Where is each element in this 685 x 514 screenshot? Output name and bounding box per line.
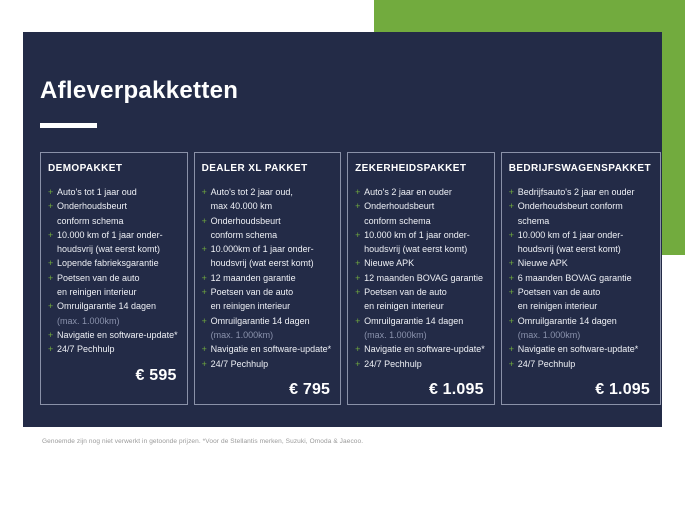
- feature-line: Omruilgarantie 14 dagen: [364, 315, 464, 326]
- feature-text: [211, 285, 294, 314]
- feature-line: Omruilgarantie 14 dagen: [517, 315, 617, 326]
- package-card: [40, 152, 188, 405]
- plus-bullet-icon: +: [508, 358, 514, 369]
- plus-bullet-icon: +: [355, 287, 361, 298]
- feature-line: houdsvrij (wat eerst komt): [210, 258, 314, 269]
- plus-bullet-icon: +: [355, 187, 361, 197]
- plus-bullet-icon: +: [201, 287, 207, 298]
- feature-item: [509, 357, 651, 371]
- plus-bullet-icon: +: [201, 244, 207, 255]
- feature-line: 24/7 Pechhulp: [210, 358, 269, 369]
- feature-line: Navigatie en software-update*: [57, 329, 178, 340]
- feature-line: 24/7 Pechhulp: [364, 358, 422, 369]
- plus-bullet-icon: +: [48, 329, 54, 340]
- plus-bullet-icon: +: [355, 358, 361, 369]
- feature-item: [48, 199, 178, 228]
- feature-line: 10.000 km of 1 jaar onder-: [517, 229, 624, 240]
- feature-line: en reinigen interieur: [364, 301, 444, 312]
- plus-bullet-icon: +: [201, 272, 207, 283]
- plus-bullet-icon: +: [48, 229, 54, 240]
- plus-bullet-icon: +: [508, 187, 514, 197]
- feature-item: [202, 314, 332, 343]
- feature-line: 10.000 km of 1 jaar onder-: [57, 229, 163, 240]
- page-title: Afleverpakketten: [40, 77, 239, 104]
- feature-line: 10.000km of 1 jaar onder-: [210, 244, 314, 255]
- feature-text: [211, 314, 310, 343]
- package-feature-list: [509, 185, 651, 371]
- feature-item: [355, 285, 485, 314]
- feature-text: [364, 228, 470, 257]
- feature-text: [57, 256, 159, 270]
- feature-item: [355, 271, 485, 285]
- feature-text: [518, 199, 623, 228]
- feature-line: Omruilgarantie 14 dagen: [210, 315, 310, 326]
- feature-line: Omruilgarantie 14 dagen: [57, 301, 157, 312]
- feature-text: [57, 271, 140, 300]
- feature-text: [57, 299, 156, 328]
- plus-bullet-icon: +: [48, 344, 54, 355]
- feature-line: Auto's tot 2 jaar oud,: [210, 187, 293, 197]
- feature-line: (max. 1.000km): [57, 315, 120, 326]
- feature-item: [48, 256, 178, 270]
- feature-line: 24/7 Pechhulp: [57, 344, 115, 355]
- package-price: € 1.095: [428, 380, 484, 398]
- feature-line: Poetsen van de auto: [210, 287, 294, 298]
- feature-text: [211, 185, 293, 214]
- plus-bullet-icon: +: [48, 201, 54, 212]
- feature-text: [518, 314, 617, 343]
- package-price: € 595: [135, 366, 177, 384]
- feature-item: [48, 185, 178, 199]
- feature-line: en reinigen interieur: [210, 301, 291, 312]
- plus-bullet-icon: +: [508, 272, 514, 283]
- feature-item: [355, 342, 485, 356]
- plus-bullet-icon: +: [201, 315, 207, 326]
- feature-item: [202, 214, 332, 243]
- feature-line: schema: [517, 215, 550, 226]
- plus-bullet-icon: +: [48, 258, 54, 269]
- feature-line: Navigatie en software-update*: [210, 344, 332, 355]
- feature-text: [518, 357, 576, 371]
- plus-bullet-icon: +: [508, 201, 514, 212]
- content-panel: [23, 32, 662, 427]
- package-title: ZEKERHEIDSPAKKET: [355, 163, 467, 174]
- plus-bullet-icon: +: [48, 301, 54, 312]
- feature-item: [509, 199, 651, 228]
- plus-bullet-icon: +: [508, 258, 514, 269]
- feature-line: houdsvrij (wat eerst komt): [364, 244, 468, 255]
- feature-item: [202, 357, 332, 371]
- feature-item: [509, 342, 651, 356]
- feature-text: [57, 328, 178, 342]
- feature-item: [202, 242, 332, 271]
- feature-item: [509, 271, 651, 285]
- feature-line: Nieuwe APK: [517, 258, 568, 269]
- feature-item: [202, 285, 332, 314]
- feature-line: Navigatie en software-update*: [517, 344, 639, 355]
- footnote: Genoemde zijn nog niet verwerkt in getoonde prijzen. *Voor de Stellantis merken, Suzuki, Omoda & Jaecoo.: [42, 438, 364, 445]
- feature-line: Bedrijfsauto's 2 jaar en ouder: [517, 187, 635, 197]
- feature-line: Onderhoudsbeurt: [364, 201, 435, 212]
- feature-text: [518, 228, 624, 257]
- plus-bullet-icon: +: [508, 287, 514, 298]
- feature-text: [364, 285, 447, 314]
- feature-text: [211, 214, 281, 243]
- feature-line: (max. 1.000km): [517, 329, 581, 340]
- package-title: DEMOPAKKET: [48, 163, 123, 174]
- feature-item: [509, 314, 651, 343]
- feature-text: [364, 314, 463, 343]
- feature-item: [509, 285, 651, 314]
- feature-text: [364, 256, 414, 270]
- feature-line: Poetsen van de auto: [517, 287, 601, 298]
- feature-text: [364, 342, 485, 356]
- feature-line: Lopende fabrieksgarantie: [57, 258, 159, 269]
- plus-bullet-icon: +: [355, 229, 361, 240]
- feature-text: [518, 271, 632, 285]
- feature-text: [518, 342, 639, 356]
- feature-item: [202, 185, 332, 214]
- feature-text: [211, 342, 332, 356]
- feature-item: [355, 357, 485, 371]
- plus-bullet-icon: +: [355, 258, 361, 269]
- feature-text: [211, 357, 269, 371]
- package-title: BEDRIJFSWAGENSPAKKET: [508, 163, 652, 174]
- plus-bullet-icon: +: [201, 344, 207, 355]
- feature-line: en reinigen interieur: [57, 287, 137, 298]
- feature-line: 10.000 km of 1 jaar onder-: [364, 229, 470, 240]
- feature-line: en reinigen interieur: [517, 301, 598, 312]
- package-card: [347, 152, 495, 405]
- feature-line: Onderhoudsbeurt: [57, 201, 128, 212]
- feature-item: [509, 228, 651, 257]
- plus-bullet-icon: +: [508, 229, 514, 240]
- plus-bullet-icon: +: [48, 272, 54, 283]
- feature-line: 6 maanden BOVAG garantie: [517, 272, 632, 283]
- package-price: € 1.095: [595, 380, 651, 398]
- plus-bullet-icon: +: [201, 358, 207, 369]
- feature-line: Poetsen van de auto: [57, 272, 140, 283]
- title-underline: [40, 123, 97, 128]
- package-title: DEALER XL PAKKET: [201, 163, 308, 174]
- feature-text: [57, 342, 115, 356]
- feature-line: Onderhoudsbeurt: [210, 215, 281, 226]
- feature-item: [48, 299, 178, 328]
- feature-line: (max. 1.000km): [364, 329, 427, 340]
- feature-line: conform schema: [57, 215, 124, 226]
- feature-item: [355, 185, 485, 199]
- feature-line: Nieuwe APK: [364, 258, 415, 269]
- plus-bullet-icon: +: [48, 187, 54, 197]
- feature-text: [364, 357, 422, 371]
- feature-text: [57, 228, 163, 257]
- feature-text: [211, 242, 314, 271]
- feature-item: [48, 328, 178, 342]
- feature-line: Auto's tot 1 jaar oud: [57, 187, 137, 197]
- package-feature-list: [355, 185, 485, 371]
- feature-item: [509, 256, 651, 270]
- package-card: [194, 152, 342, 405]
- feature-line: conform schema: [364, 215, 431, 226]
- feature-line: houdsvrij (wat eerst komt): [57, 244, 161, 255]
- feature-line: 12 maanden BOVAG garantie: [364, 272, 484, 283]
- feature-line: max 40.000 km: [210, 201, 273, 212]
- plus-bullet-icon: +: [201, 187, 207, 197]
- feature-line: Navigatie en software-update*: [364, 344, 485, 355]
- feature-text: [518, 185, 635, 199]
- feature-line: houdsvrij (wat eerst komt): [517, 244, 621, 255]
- feature-item: [355, 199, 485, 228]
- feature-item: [202, 271, 332, 285]
- plus-bullet-icon: +: [355, 272, 361, 283]
- feature-item: [355, 256, 485, 270]
- feature-line: Onderhoudsbeurt conform: [517, 201, 623, 212]
- feature-text: [518, 285, 601, 314]
- plus-bullet-icon: +: [201, 215, 207, 226]
- feature-text: [364, 185, 452, 199]
- feature-text: [364, 271, 483, 285]
- plus-bullet-icon: +: [355, 344, 361, 355]
- feature-item: [355, 314, 485, 343]
- feature-line: (max. 1.000km): [210, 329, 274, 340]
- feature-text: [518, 256, 568, 270]
- package-price: € 795: [289, 380, 331, 398]
- feature-line: Poetsen van de auto: [364, 287, 447, 298]
- feature-text: [211, 271, 296, 285]
- plus-bullet-icon: +: [355, 315, 361, 326]
- feature-item: [355, 228, 485, 257]
- plus-bullet-icon: +: [508, 315, 514, 326]
- feature-line: 12 maanden garantie: [210, 272, 296, 283]
- feature-item: [202, 342, 332, 356]
- feature-text: [57, 185, 137, 199]
- feature-item: [48, 228, 178, 257]
- feature-line: Auto's 2 jaar en ouder: [364, 187, 452, 197]
- feature-text: [57, 199, 127, 228]
- packages-row: [40, 152, 652, 405]
- feature-line: conform schema: [210, 229, 278, 240]
- package-card: [501, 152, 661, 405]
- package-feature-list: [202, 185, 332, 371]
- feature-item: [48, 342, 178, 356]
- feature-item: [509, 185, 651, 199]
- plus-bullet-icon: +: [355, 201, 361, 212]
- feature-text: [364, 199, 434, 228]
- feature-line: 24/7 Pechhulp: [517, 358, 576, 369]
- package-feature-list: [48, 185, 178, 357]
- feature-item: [48, 271, 178, 300]
- plus-bullet-icon: +: [508, 344, 514, 355]
